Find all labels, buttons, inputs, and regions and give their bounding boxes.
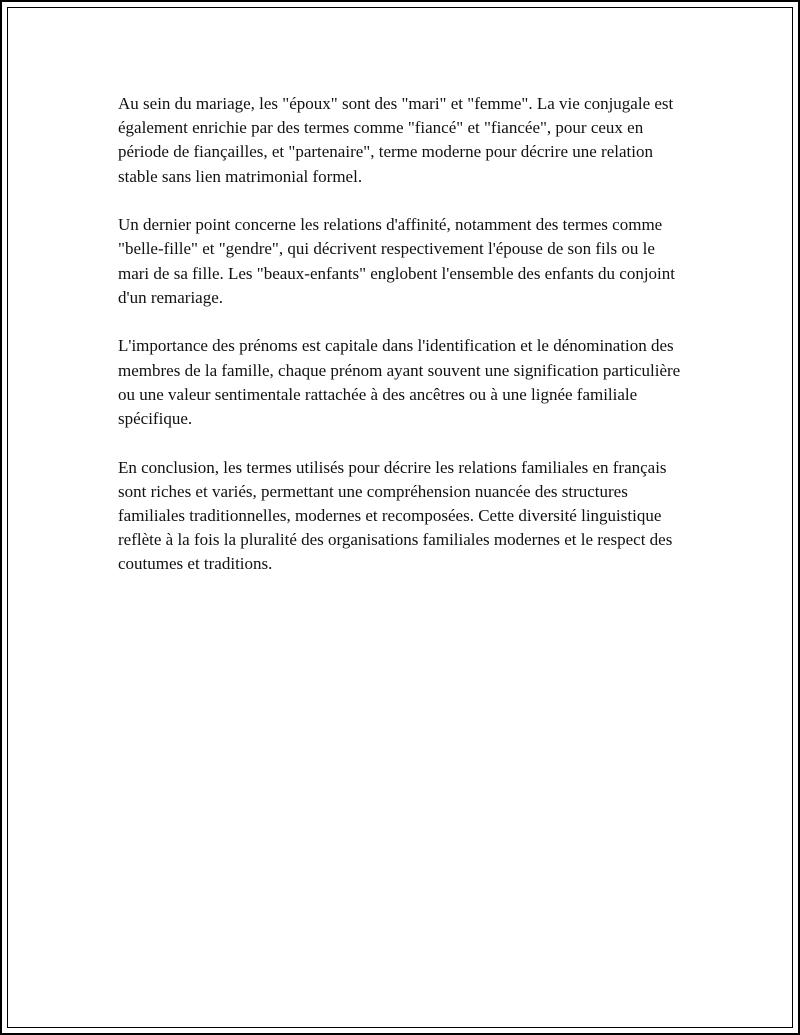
document-body xyxy=(118,92,690,601)
paragraph-conclusion: En conclusion, les termes utilisés pour décrire les relations familiales en français sont riches et variés, permettant une compréhension nuancée des structures familiales traditionnelles, modernes et recomposées. Cette diversité linguistique reflète à la fois la pluralité des organisations familiales modernes et le respect des coutumes et traditions. xyxy=(118,457,673,574)
paragraph-affinity: Un dernier point concerne les relations d'affinité, notamment des termes comme "belle-fille" et "gendre", qui décrivent respectivement l'épouse de son fils ou le mari de sa fille. Les "beaux-enfants" englobent l'ensemble des enfants du conjoint d'un remariage. xyxy=(118,215,675,307)
paragraph-first-names: L'importance des prénoms est capitale dans l'identification et le dénomination des membres de la famille, chaque prénom ayant souvent une signification particulière ou une valeur sentimentale rattachée à des ancêtres ou à une lignée familiale spécifique. xyxy=(118,336,681,429)
paragraph-marriage: Au sein du mariage, les "époux" sont des "mari" et "femme". La vie conjugale est également enrichie par des termes comme "fiancé" et "fiancée", pour ceux en période de fiançailles, et "partenaire", terme moderne pour décrire une relation stable sans lien matrimonial formel. xyxy=(118,94,674,186)
